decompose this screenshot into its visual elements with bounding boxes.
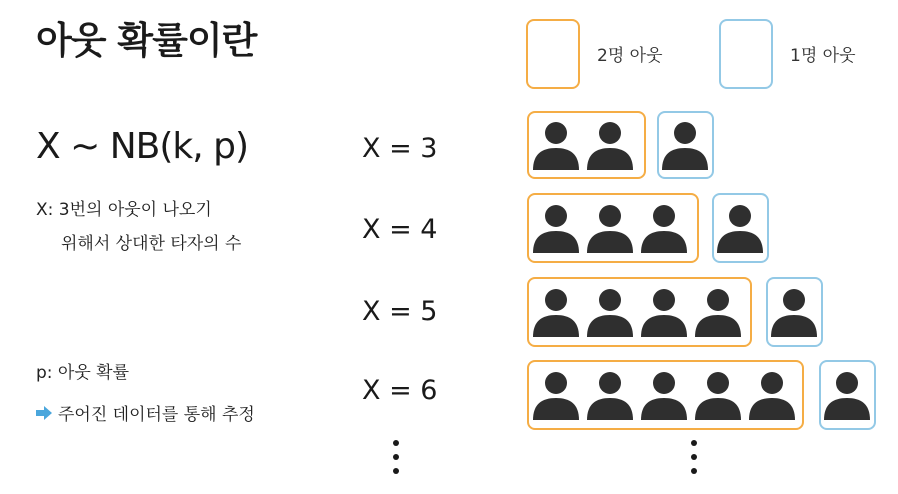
person-icon xyxy=(661,120,709,170)
arrow-right-icon xyxy=(36,406,52,420)
x-description-line2: 위해서 상대한 타자의 수 xyxy=(61,234,242,254)
person-icon xyxy=(770,287,818,337)
row-label-x4: X = 4 xyxy=(362,214,438,245)
person-icon xyxy=(532,370,580,420)
ellipsis-left xyxy=(393,440,401,482)
legend-two-out-label: 2명 아웃 xyxy=(597,46,663,66)
person-icon xyxy=(532,120,580,170)
person-icon xyxy=(823,370,871,420)
person-icon xyxy=(532,203,580,253)
ellipsis-right xyxy=(691,440,699,482)
formula: X ~ NB(k, p) xyxy=(36,126,249,167)
legend-one-out-box xyxy=(719,19,773,89)
person-icon xyxy=(640,203,688,253)
legend-two-out-box xyxy=(526,19,580,89)
p-note: 주어진 데이터를 통해 추정 xyxy=(58,405,255,425)
person-icon xyxy=(640,287,688,337)
person-icon xyxy=(694,370,742,420)
x-description-line1: X: 3번의 아웃이 나오기 xyxy=(36,200,212,220)
person-icon xyxy=(532,287,580,337)
row-label-x6: X = 6 xyxy=(362,375,438,406)
legend-one-out-label: 1명 아웃 xyxy=(790,46,856,66)
person-icon xyxy=(716,203,764,253)
person-icon xyxy=(586,370,634,420)
p-description: p: 아웃 확률 xyxy=(36,363,130,383)
page-title: 아웃 확률이란 xyxy=(36,19,257,62)
person-icon xyxy=(640,370,688,420)
person-icon xyxy=(694,287,742,337)
row-label-x5: X = 5 xyxy=(362,296,438,327)
p-note-line xyxy=(36,400,255,425)
person-icon xyxy=(586,120,634,170)
row-label-x3: X = 3 xyxy=(362,133,438,164)
person-icon xyxy=(586,203,634,253)
person-icon xyxy=(586,287,634,337)
person-icon xyxy=(748,370,796,420)
